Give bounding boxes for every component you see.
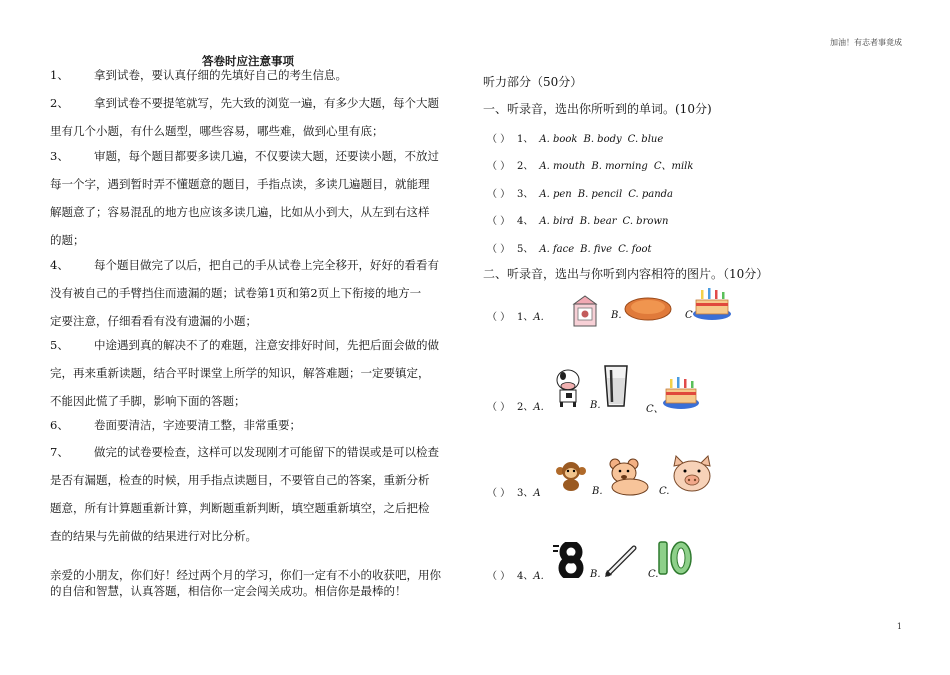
notes-title: 答卷时应注意事项 (202, 54, 294, 68)
part1-question-4 (487, 212, 668, 227)
option-c: C. (659, 486, 670, 497)
note-line: 拿到试卷，要认真仔细的先填好自己的考生信息。 (94, 68, 347, 82)
part2-title: 二、听录音，选出与你听到内容相符的图片。（10分） (483, 267, 769, 281)
note-number: 7、 (50, 445, 69, 459)
closing-message (50, 567, 470, 599)
header-motto: 加油！有志者事竟成 (830, 38, 902, 47)
birthday-cake-icon (662, 376, 700, 410)
option-a: A. bird (539, 216, 574, 227)
question-number: 4、 (517, 571, 534, 582)
option-c: C (685, 310, 693, 321)
part1-question-1 (487, 130, 663, 145)
note-line: 完，再来重新读题，结合平时课堂上所学的知识，解答难题；一定要镇定， (50, 366, 430, 380)
answer-blank[interactable]: （ ） (487, 161, 511, 172)
pig-icon (668, 452, 716, 496)
option-b: B. body (583, 134, 622, 145)
note-3 (50, 142, 470, 254)
note-line: 是否有漏题，检查的时候，用手指点读题目，不要管自己的答案，重新分析 (50, 473, 430, 487)
plate-icon (624, 296, 672, 322)
bear-icon (603, 456, 651, 496)
option-c: C. brown (622, 216, 669, 227)
note-number: 3、 (50, 149, 69, 163)
note-line: 题意，所有计算题重新计算，判断题重新判断，填空题重新填空，之后把检 (50, 501, 430, 515)
option-b: B. (590, 400, 601, 411)
cow-icon (553, 366, 583, 408)
note-line: 审题，每个题目都要多读几遍，不仅要读大题，还要读小题，不放过 (94, 149, 439, 163)
note-line: 每个题目做完了以后，把自己的手从试卷上完全移开，好好的看看有 (94, 258, 439, 272)
note-5 (50, 331, 470, 415)
note-line: 每一个字，遇到暂时弄不懂题意的题目，手指点读，多读几遍题目，就能理 (50, 177, 430, 191)
option-c: C. (648, 569, 659, 580)
note-1 (50, 61, 470, 89)
pen-icon (603, 544, 639, 578)
note-line: 里有几个小题，有什么题型，哪些容易，哪些难，做到心里有底； (50, 124, 384, 138)
option-a: A. book (539, 134, 578, 145)
part1-question-2 (487, 157, 693, 172)
note-line: 不能因此慌了手脚，影响下面的答题； (50, 394, 246, 408)
closing-line: 亲爱的小朋友，你们好！经过两个月的学习，你们一定有不小的收获吧，用你 (50, 568, 441, 582)
question-number: 4、 (517, 216, 534, 227)
note-line: 中途遇到真的解决不了的难题，注意安排好时间，先把后面会做的做 (94, 338, 439, 352)
option-b: B. five (580, 244, 613, 255)
option-a: A. (533, 402, 544, 413)
answer-blank[interactable]: （ ） (487, 189, 511, 200)
note-line: 查的结果与先前做的结果进行对比分析。 (50, 529, 257, 543)
answer-blank[interactable]: （ ） (487, 134, 511, 145)
option-a: A. (533, 312, 544, 323)
option-c: C、 (646, 404, 664, 415)
question-number: 3、 (517, 189, 534, 200)
option-b: B. (592, 486, 603, 497)
glass-icon (603, 364, 629, 408)
answer-blank[interactable]: （ ） (487, 402, 511, 413)
note-number: 1、 (50, 68, 69, 82)
option-a: A. (533, 571, 544, 582)
option-b: B. pencil (577, 189, 623, 200)
answer-blank[interactable]: （ ） (487, 216, 511, 227)
page-number: 1 (896, 622, 902, 631)
option-c: C. panda (628, 189, 674, 200)
note-4 (50, 251, 470, 335)
monkey-icon (555, 460, 587, 492)
note-line: 没有被自己的手臂挡住而遗漏的题；试卷第1页和第2页上下衔接的地方一 (50, 286, 422, 300)
question-number: 5、 (517, 244, 534, 255)
option-a: A (533, 488, 541, 499)
note-line: 的题； (50, 233, 85, 247)
note-line: 定要注意，仔细看看有没有遗漏的小题； (50, 314, 257, 328)
note-line: 做完的试卷要检查，这样可以发现刚才可能留下的错误或是可以检查 (94, 445, 439, 459)
question-number: 1、 (517, 134, 534, 145)
option-c: C. blue (627, 134, 664, 145)
answer-blank[interactable]: （ ） (487, 312, 511, 323)
part1-question-3 (487, 185, 673, 200)
listening-heading: 听力部分（50分） (483, 75, 583, 89)
part2-question-1 (487, 308, 544, 323)
option-b: B. (611, 310, 622, 321)
note-line: 拿到试卷不要提笔就写，先大致的浏览一遍，有多少大题，每个大题 (94, 96, 439, 110)
answer-blank[interactable]: （ ） (487, 488, 511, 499)
question-number: 3、 (517, 488, 534, 499)
part1-title: 一、听录音，选出你所听到的单词。(10分) (483, 102, 712, 116)
note-6 (50, 411, 470, 439)
question-number: 2、 (517, 161, 534, 172)
birthday-cake-icon (692, 286, 732, 322)
note-7 (50, 438, 470, 550)
option-c: C、milk (653, 161, 694, 172)
note-number: 6、 (50, 418, 69, 432)
option-a: A. pen (539, 189, 572, 200)
note-number: 2、 (50, 96, 69, 110)
note-2 (50, 89, 470, 145)
answer-blank[interactable]: （ ） (487, 571, 511, 582)
note-number: 5、 (50, 338, 69, 352)
option-a: A. face (539, 244, 575, 255)
note-number: 4、 (50, 258, 69, 272)
note-line: 解题意了；容易混乱的地方也应该多读几遍，比如从小到大，从左到右这样 (50, 205, 430, 219)
number-8-icon (551, 542, 587, 578)
part2-question-3 (487, 484, 541, 499)
part2-question-4 (487, 567, 544, 582)
part1-question-5 (487, 240, 652, 255)
closing-line: 的自信和智慧，认真答题，相信你一定会闯关成功。相信你是最棒的！ (50, 584, 407, 598)
option-b: B. morning (591, 161, 648, 172)
part2-question-2 (487, 398, 544, 413)
note-line: 卷面要清洁，字迹要清工整，非常重要； (94, 418, 301, 432)
option-a: A. mouth (539, 161, 586, 172)
option-b: B. bear (579, 216, 617, 227)
milk-carton-icon (568, 294, 602, 328)
option-b: B. (590, 569, 601, 580)
number-10-icon (656, 538, 694, 578)
question-number: 2、 (517, 402, 534, 413)
answer-blank[interactable]: （ ） (487, 244, 511, 255)
option-c: C. foot (618, 244, 652, 255)
question-number: 1、 (517, 312, 534, 323)
